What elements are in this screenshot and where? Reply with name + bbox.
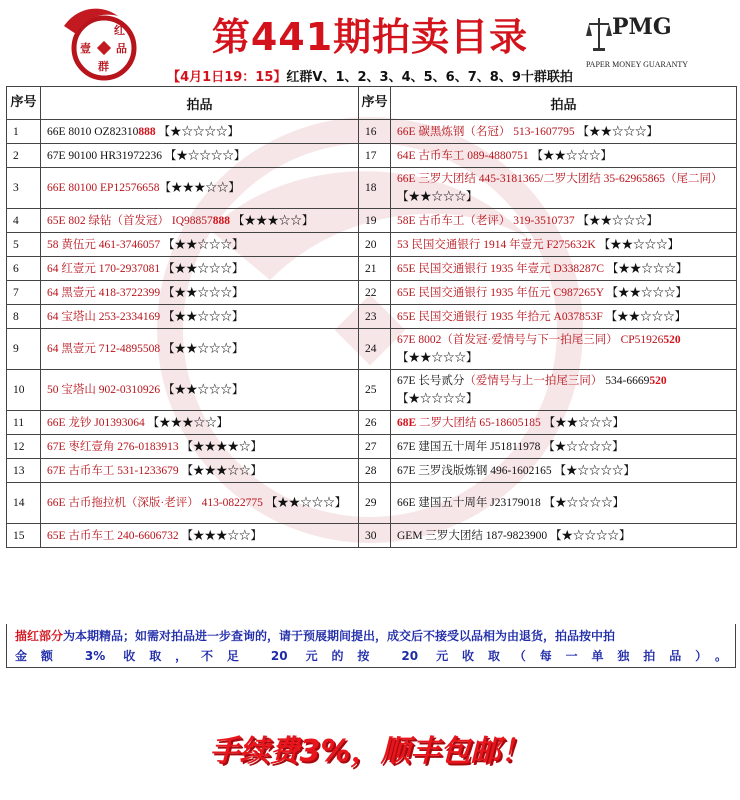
- table-row: [7, 329, 737, 370]
- auction-notice: [6, 624, 736, 668]
- lot-text: 66E 三罗大团结 445-3181365/二罗大团结 35-62965865（尾二同）: [397, 173, 723, 185]
- lot-description: [41, 257, 359, 281]
- lot-description: [391, 281, 737, 305]
- scales-icon: [586, 14, 612, 54]
- lot-text: 【★★☆☆☆】: [162, 262, 244, 275]
- lot-description: [41, 329, 359, 370]
- table-row: [7, 370, 737, 411]
- lot-text: 50 宝塔山 902-0310926: [47, 384, 163, 396]
- lot-number: 4: [7, 209, 41, 233]
- lot-description: [391, 524, 737, 548]
- table-row: [7, 257, 737, 281]
- lot-text: 【★★☆☆☆】: [162, 310, 244, 323]
- lot-text: GEM 三罗大团结 187-9823900 【★☆☆☆☆】: [397, 529, 631, 542]
- header: [0, 0, 740, 88]
- lot-text: 【★★★★☆】: [181, 440, 262, 453]
- lot-description: [41, 144, 359, 168]
- svg-text:品: 品: [116, 42, 127, 55]
- lot-text: 53 民国交通银行 1914 年壹元 F275632K: [397, 238, 599, 251]
- svg-text:壹: 壹: [80, 42, 91, 55]
- lot-text: 64E 古币车工 089-4880751: [397, 149, 532, 162]
- lot-text: 【★☆☆☆☆】: [155, 125, 239, 138]
- lot-number: 3: [7, 168, 41, 209]
- table-row: [7, 120, 737, 144]
- lot-text: 65E 民国交通银行 1935 年拾元 A037853F: [397, 310, 606, 323]
- lot-text: 65E 古币车工 240-6606732: [47, 529, 182, 542]
- lot-number: 22: [359, 281, 391, 305]
- lot-text: 67E 枣红壹角 276-0183913: [47, 440, 182, 453]
- lot-text: 【★★☆☆☆】: [397, 352, 478, 364]
- lot-number: 16: [359, 120, 391, 144]
- lot-text: 【★★★☆☆】: [147, 416, 229, 429]
- lot-number: 28: [359, 459, 391, 483]
- lot-description: [391, 483, 737, 524]
- table-row: [7, 305, 737, 329]
- pmg-wordmark: PMG: [612, 14, 672, 40]
- table-row: [7, 524, 737, 548]
- table-header-row: [7, 87, 737, 120]
- lot-description: [41, 281, 359, 305]
- lot-description: [41, 483, 359, 524]
- lot-description: [41, 370, 359, 411]
- svg-text:红: 红: [114, 24, 125, 37]
- lot-number: 21: [359, 257, 391, 281]
- lot-text: 64 黑壹元 712-4895508: [47, 343, 163, 355]
- lot-text: （爱情号与上一拍尾三同）: [464, 375, 603, 387]
- lot-number: 17: [359, 144, 391, 168]
- promo-banner: 手续费3%，顺丰包邮！: [209, 734, 531, 769]
- lot-text: 64 黑壹元 418-3722399: [47, 286, 163, 299]
- lot-description: [41, 233, 359, 257]
- lot-text: 520: [663, 334, 681, 346]
- lot-number: 13: [7, 459, 41, 483]
- lot-text: 67E 建国五十周年 J51811978 【★☆☆☆☆】: [397, 440, 624, 453]
- lot-text: 【★★★☆☆】: [159, 182, 240, 194]
- lot-number: 2: [7, 144, 41, 168]
- lot-text: 66E 建国五十周年 J23179018 【★☆☆☆☆】: [397, 497, 625, 509]
- lot-text: 520: [649, 375, 667, 387]
- lot-text: 【★☆☆☆☆】: [397, 393, 478, 405]
- table-row: [7, 411, 737, 435]
- lot-text: 888: [212, 214, 231, 227]
- lot-description: [391, 370, 737, 411]
- auction-subtitle: [0, 66, 740, 85]
- lot-description: [41, 120, 359, 144]
- lot-text: 67E 古币车工 531-1233679: [47, 464, 182, 477]
- lot-text: 67E 三罗浅版炼钢 496-1602165 【★☆☆☆☆】: [397, 464, 635, 477]
- pmg-logo: [582, 12, 692, 72]
- lot-number: 8: [7, 305, 41, 329]
- lot-text: 66E 古币拖拉机（深版·老评） 413-0822775: [47, 497, 266, 509]
- lot-description: [391, 209, 737, 233]
- lot-text: 【★★☆☆☆】: [577, 214, 658, 227]
- lot-text: 【★★☆☆☆】: [531, 149, 612, 162]
- lot-text: 【★★☆☆☆】: [162, 286, 244, 299]
- lot-text: 【★★☆☆☆】: [162, 343, 244, 355]
- table-row: [7, 281, 737, 305]
- lot-number: 18: [359, 168, 391, 209]
- lot-text: 65E 802 绿钻（首发冠） IQ98857: [47, 214, 213, 227]
- lot-number: 20: [359, 233, 391, 257]
- lot-description: [41, 435, 359, 459]
- lot-number: 12: [7, 435, 41, 459]
- lot-text: 【★★☆☆☆】: [397, 191, 478, 203]
- lot-text: 58E 古币车工（老评） 319-3510737: [397, 214, 578, 227]
- lot-description: [391, 257, 737, 281]
- lot-text: 【★★☆☆☆】: [598, 238, 680, 251]
- lot-text: 64 宝塔山 253-2334169: [47, 310, 163, 323]
- lot-text: 【★★☆☆☆】: [606, 286, 687, 299]
- lot-description: [41, 459, 359, 483]
- column-header-number: 序号: [7, 87, 41, 120]
- lot-number: 11: [7, 411, 41, 435]
- lot-text: 【★★☆☆☆】: [606, 262, 688, 275]
- lot-text: 67E 8002（首发冠·爱情号与下一拍尾三同） CP51926: [397, 334, 664, 346]
- notice-highlight: 描红部分: [15, 629, 64, 643]
- lot-description: [41, 305, 359, 329]
- lot-number: 25: [359, 370, 391, 411]
- lot-number: 30: [359, 524, 391, 548]
- lot-text: 58 黄伍元 461-3746057: [47, 238, 163, 251]
- lot-number: 26: [359, 411, 391, 435]
- auction-date: 【4月1日19：15】: [167, 70, 287, 85]
- page-title: 第441期拍卖目录: [211, 15, 529, 59]
- lot-text: 二罗大团结 65-18605185: [416, 416, 544, 429]
- lot-text: 【★★☆☆☆】: [162, 384, 244, 396]
- table-row: [7, 233, 737, 257]
- lot-description: [41, 411, 359, 435]
- lot-text: 888: [138, 125, 156, 138]
- lot-text: 67E 长号贰分: [397, 375, 465, 387]
- lot-text: 【★★★☆☆】: [230, 214, 314, 227]
- lot-text: 66E 龙钞 J01393064: [47, 416, 148, 429]
- lot-number: 5: [7, 233, 41, 257]
- lot-text: 68E: [397, 416, 417, 429]
- lot-text: 65E 民国交通银行 1935 年伍元 C987265Y: [397, 286, 607, 299]
- lot-description: [41, 209, 359, 233]
- lot-text: 64 红壹元 170-2937081: [47, 262, 163, 275]
- lot-description: [391, 459, 737, 483]
- lot-number: 29: [359, 483, 391, 524]
- pmg-tagline: PAPER MONEY GUARANTY: [585, 60, 689, 69]
- lot-description: [41, 168, 359, 209]
- lot-description: [391, 168, 737, 209]
- lot-text: 66E 8010 OZ82310: [47, 125, 139, 138]
- lot-number: 27: [359, 435, 391, 459]
- lot-description: [391, 329, 737, 370]
- table-row: [7, 483, 737, 524]
- auction-groups: 红群V、1、2、3、4、5、6、7、8、9十群联拍: [286, 70, 573, 85]
- lot-description: [391, 120, 737, 144]
- table-row: [7, 168, 737, 209]
- lot-number: 24: [359, 329, 391, 370]
- lot-text: 66E 80100 EP12576658: [47, 182, 160, 194]
- lot-text: 67E 90100 HR31972236 【★☆☆☆☆】: [47, 149, 246, 162]
- lot-text: 534-6669: [602, 375, 650, 387]
- lot-description: [391, 411, 737, 435]
- notice-line1: 为本期精品；如需对拍品进一步查询的，请于预展期间提出，成交后不接受以品相为由退货，拍品按中拍: [63, 629, 616, 643]
- lot-description: [391, 435, 737, 459]
- table-row: [7, 435, 737, 459]
- lot-description: [391, 233, 737, 257]
- column-header-item: 拍品: [41, 87, 359, 120]
- lot-description: [391, 144, 737, 168]
- lot-number: 6: [7, 257, 41, 281]
- table-row: [7, 209, 737, 233]
- lot-text: 【★★★☆☆】: [181, 464, 262, 477]
- lot-description: [391, 305, 737, 329]
- lot-number: 23: [359, 305, 391, 329]
- lot-number: 19: [359, 209, 391, 233]
- svg-text:群: 群: [98, 60, 109, 73]
- notice-line2: 金额 3% 收取，不足 20 元的按 20 元收取（每一单独拍品）。: [15, 649, 727, 663]
- column-header-number: 序号: [359, 87, 391, 120]
- lot-text: 66E 碳黑炼钢（名冠） 513-1607795: [397, 125, 578, 138]
- lot-text: 【★★☆☆☆】: [543, 416, 625, 429]
- lot-text: 【★★★☆☆】: [181, 529, 262, 542]
- lot-text: 【★★☆☆☆】: [265, 497, 347, 509]
- column-header-item: 拍品: [391, 87, 737, 120]
- lot-number: 10: [7, 370, 41, 411]
- lot-text: 【★★☆☆☆】: [605, 310, 687, 323]
- lot-number: 1: [7, 120, 41, 144]
- lot-number: 7: [7, 281, 41, 305]
- table-row: [7, 144, 737, 168]
- lot-text: 【★★☆☆☆】: [577, 125, 658, 138]
- catalog-table: [6, 86, 737, 548]
- lot-number: 15: [7, 524, 41, 548]
- lot-number: 14: [7, 483, 41, 524]
- lot-text: 【★★☆☆☆】: [162, 238, 244, 251]
- lot-number: 9: [7, 329, 41, 370]
- table-row: [7, 459, 737, 483]
- lot-text: 65E 民国交通银行 1935 年壹元 D338287C: [397, 262, 607, 275]
- lot-description: [41, 524, 359, 548]
